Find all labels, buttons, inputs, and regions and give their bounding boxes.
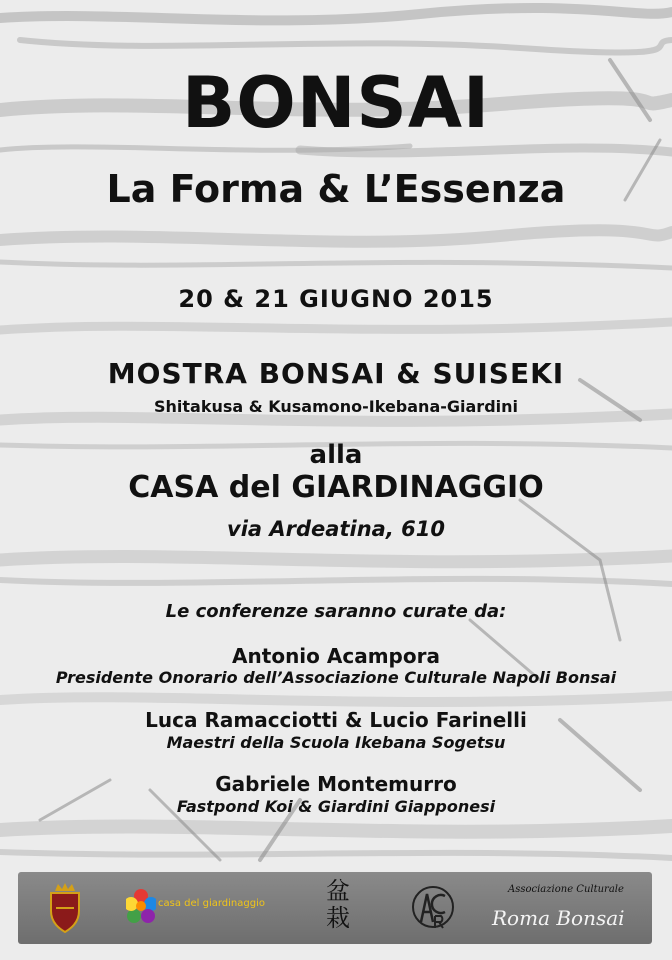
venue-preposition: alla — [309, 440, 363, 470]
event-date: 20 & 21 GIUGNO 2015 — [178, 285, 494, 313]
casa-giardinaggio-logo — [126, 884, 265, 932]
acr-logo-icon — [411, 882, 455, 932]
sponsor-footer — [18, 872, 652, 944]
speaker-role: Presidente Onorario dell’Associazione Culturale Napoli Bonsai — [55, 668, 617, 687]
roma-crest-icon — [46, 881, 84, 933]
speaker-name: Luca Ramacciotti & Lucio Farinelli — [145, 708, 527, 732]
kanji-char: 盆 — [326, 877, 350, 905]
poster-title: BONSAI — [181, 62, 491, 144]
kanji-char: 栽 — [326, 904, 350, 932]
poster-subtitle: La Forma & L’Essenza — [106, 167, 566, 211]
speaker-role: Fastpond Koi & Giardini Giapponesi — [176, 797, 496, 816]
association-label: Associazione Culturale — [508, 884, 624, 895]
venue-name: CASA del GIARDINAGGIO — [128, 470, 544, 505]
flower-logo-icon — [126, 884, 156, 932]
association-name: Roma Bonsai — [492, 906, 625, 930]
conferences-intro: Le conferenze saranno curate da: — [165, 601, 507, 622]
exhibition-title: MOSTRA BONSAI & SUISEKI — [107, 357, 565, 390]
venue-address: via Ardeatina, 610 — [227, 517, 445, 541]
speaker-name: Gabriele Montemurro — [215, 772, 457, 796]
speaker-name: Antonio Acampora — [232, 644, 440, 668]
speaker-role: Maestri della Scuola Ikebana Sogetsu — [166, 733, 506, 752]
exhibition-subtitle: Shitakusa & Kusamono-Ikebana-Giardini — [153, 397, 518, 416]
bonsai-kanji-logo — [321, 878, 355, 936]
casa-logo-text: casa del giardinaggio — [158, 898, 265, 909]
